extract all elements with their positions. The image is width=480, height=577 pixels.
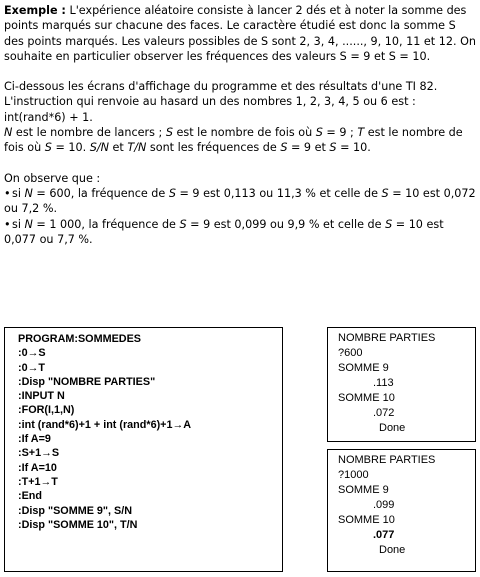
program-line: :End — [18, 490, 42, 503]
screen-value-somme-9: .113 — [373, 377, 394, 389]
screen-input: ?600 — [338, 347, 363, 359]
screen-done: Done — [379, 422, 406, 434]
intro-paragraph — [4, 3, 476, 64]
program-line: :INPUT N — [18, 390, 65, 403]
screen-prompt: NOMBRE PARTIES — [338, 454, 436, 466]
ti82-paragraph: Ci-dessous les écrans d'affichage du programme et des résultats d'une TI 82. — [4, 80, 438, 94]
program-line: :If A=10 — [18, 461, 57, 474]
program-line: :If A=9 — [18, 433, 51, 446]
program-listing-box — [4, 327, 283, 572]
text-content — [4, 3, 476, 247]
program-line: :T+1→T — [18, 475, 58, 488]
program-line: :int (rand*6)+1 + int (rand*6)+1→A — [18, 418, 192, 431]
screen-input: ?1000 — [338, 469, 369, 481]
program-line: PROGRAM:SOMMEDES — [18, 333, 141, 345]
program-line: :Disp "SOMME 10", T/N — [18, 518, 138, 531]
bullet-icon: • — [4, 217, 11, 231]
screen-prompt: NOMBRE PARTIES — [338, 332, 436, 344]
program-line: :0→T — [18, 361, 45, 374]
screen-value-somme-9: .099 — [373, 499, 395, 511]
screen-label-somme-10: SOMME 10 — [338, 514, 395, 526]
bullet-icon: • — [4, 186, 11, 200]
screen-value-somme-10: .072 — [373, 407, 395, 419]
definitions-paragraph: N est le nombre de lancers ; S est le nombre de fois où S = 9 ; T est le nombre de fois où S = 10. S/N et T/N sont les fréquences de S = 9 et S = 10. — [4, 126, 463, 155]
screen-value-somme-10: .077 — [373, 529, 395, 541]
program-line: :0→S — [18, 347, 46, 360]
bullet-item-1000: •si N = 1 000, la fréquence de S = 9 est 0,099 ou 9,9 % et celle de S = 10 est 0,077 ou 7,7 %. — [4, 217, 444, 246]
instruction-paragraph: L'instruction qui renvoie au hasard un des nombres 1, 2, 3, 4, 5 ou 6 est : int(rand*6) + 1. — [4, 95, 416, 124]
program-lines — [18, 332, 191, 532]
bullet-item-600: •si N = 600, la fréquence de S = 9 est 0,113 ou 11,3 % et celle de S = 10 est 0,072 ou 7,2 %. — [4, 186, 476, 216]
screen-label-somme-10: SOMME 10 — [338, 392, 395, 404]
screen-done: Done — [379, 544, 406, 556]
calculator-screen-600 — [327, 327, 476, 442]
calculator-screen-1000 — [327, 449, 476, 572]
observe-paragraph: On observe que : — [4, 171, 101, 185]
program-line: :Disp "SOMME 9", S/N — [18, 504, 133, 517]
program-line: :FOR(I,1,N) — [18, 404, 75, 417]
program-line: :S+1→S — [18, 447, 60, 460]
screen-label-somme-9: SOMME 9 — [338, 362, 389, 374]
program-line: :Disp "NOMBRE PARTIES" — [18, 375, 156, 388]
intro-text: L'expérience aléatoire consiste à lancer 2 dés et à noter la somme des points marqués sur chacune des faces. Le caractère étudié est donc la somme S des points marqués. Les valeurs possibles de S sont 2, 3, 4, ......, 9, 10, 11 et 12. On souhaite en particulier observer les fréquences des valeurs S = 9 et S = 10. — [4, 4, 476, 63]
screen-label-somme-9: SOMME 9 — [338, 484, 389, 496]
example-label: Exemple : — [4, 4, 66, 17]
